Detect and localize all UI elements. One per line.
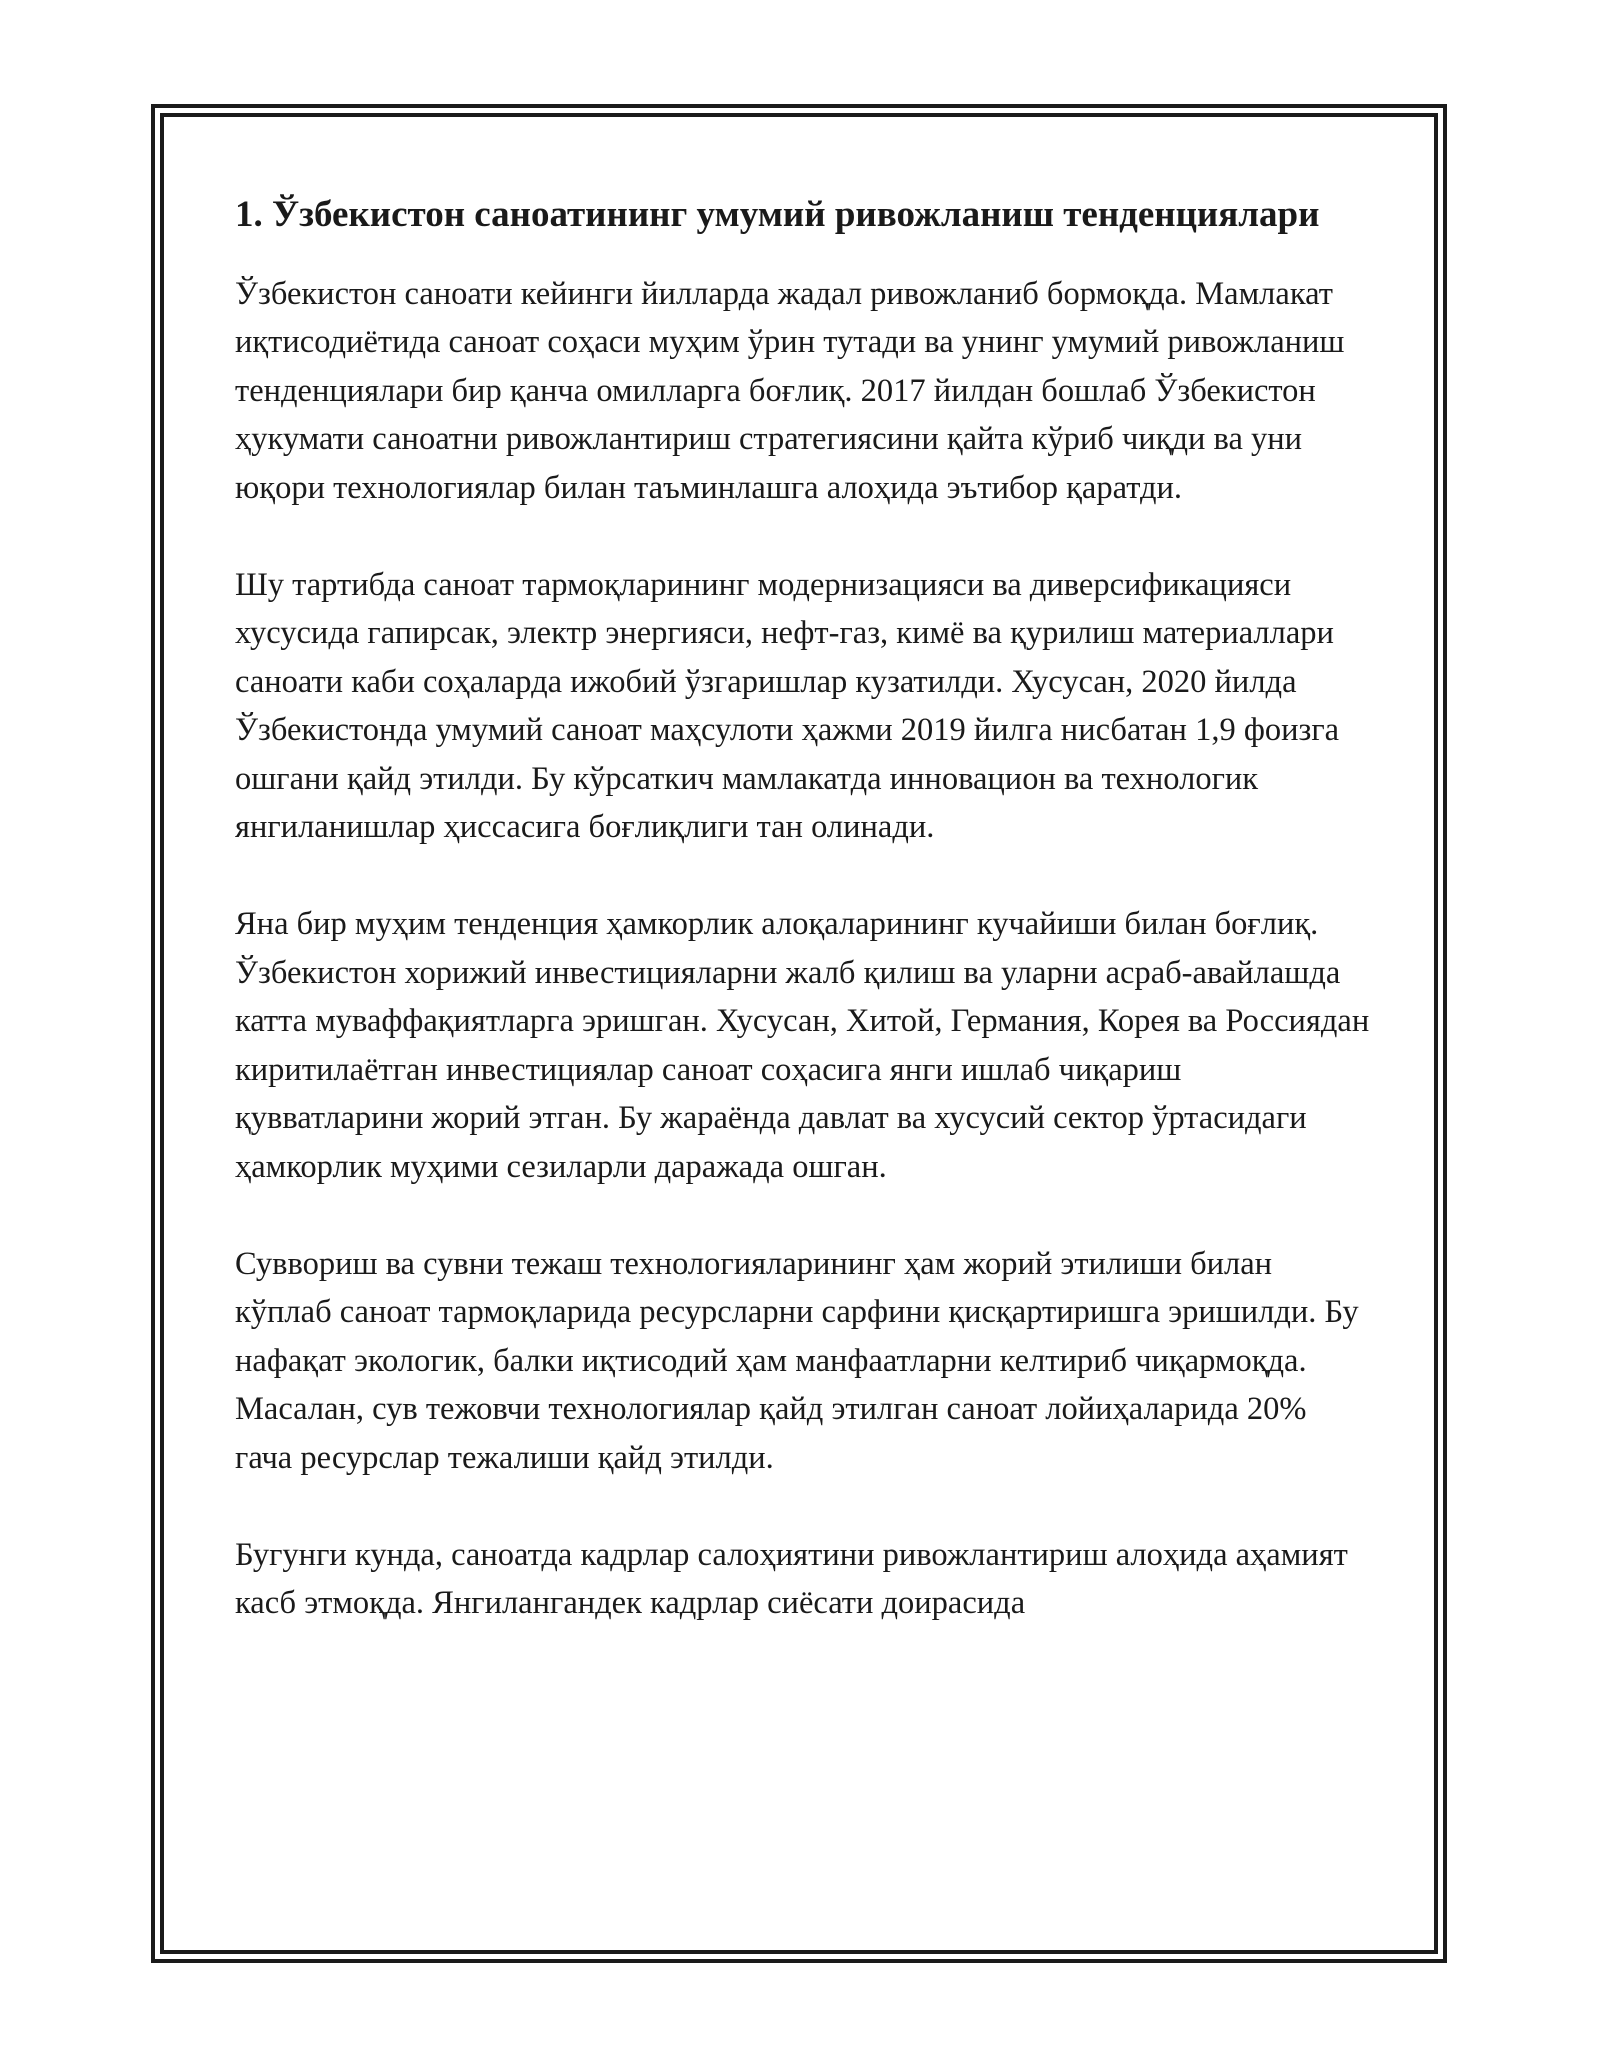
paragraph-2: Шу тартибда саноат тармоқларининг модернизацияси ва диверсификацияси хусусида гапирсак, электр энергияси, нефт-газ, кимё ва қурилиш материаллари саноати каби соҳаларда ижобий ўзгаришлар кузатилди. Хусусан, 2020 йилда Ўзбекистонда умумий саноат маҳсулоти ҳажми 2019 йилга нисбатан 1,9 фоизга ошгани қайд этилди. Бу кўрсаткич мамлакатда инновацион ва технологик янгиланишлар ҳиссасига боғлиқлиги тан олинади. bbox=[235, 567, 1340, 846]
paragraph-5: Бугунги кунда, саноатда кадрлар салоҳиятини ривожлантириш алоҳида аҳамият касб этмоқда. Янгилангандек кадрлар сиёсати доирасида bbox=[235, 1536, 1348, 1622]
document-body bbox=[235, 188, 1370, 1628]
section-heading: 1. Ўзбекистон саноатининг умумий ривожланиш тенденциялари bbox=[235, 194, 1320, 235]
paragraph-3: Яна бир муҳим тенденция ҳамкорлик алоқаларининг кучайиши билан боғлиқ. Ўзбекистон хорижий инвестицияларни жалб қилиш ва уларни асраб-авайлашда катта муваффақиятларга эришган. Хусусан, Хитой, Германия, Корея ва Россиядан киритилаётган инвестициялар саноат соҳасига янги ишлаб чиқариш қувватларини жорий этган. Бу жараёнда давлат ва хусусий сектор ўртасидаги ҳамкорлик муҳими сезиларли даражада ошган. bbox=[235, 906, 1370, 1185]
paragraph-4: Суввориш ва сувни тежаш технологияларининг ҳам жорий этилиши билан кўплаб саноат тармоқларида ресурсларни сарфини қисқартиришга эришилди. Бу нафақат экологик, балки иқтисодий ҳам манфаатларни келтириб чиқармоқда. Масалан, сув тежовчи технологиялар қайд этилган саноат лойиҳаларида 20% гача ресурслар тежалиши қайд этилди. bbox=[235, 1245, 1359, 1476]
paragraph-1: Ўзбекистон саноати кейинги йилларда жадал ривожланиб бормоқда. Мамлакат иқтисодиётида саноат соҳаси муҳим ўрин тутади ва унинг умумий ривожланиш тенденциялари бир қанча омилларга боғлиқ. 2017 йилдан бошлаб Ўзбекистон ҳукумати саноатни ривожлантириш стратегиясини қайта кўриб чиқди ва уни юқори технологиялар билан таъминлашга алоҳида эътибор қаратди. bbox=[235, 276, 1345, 506]
